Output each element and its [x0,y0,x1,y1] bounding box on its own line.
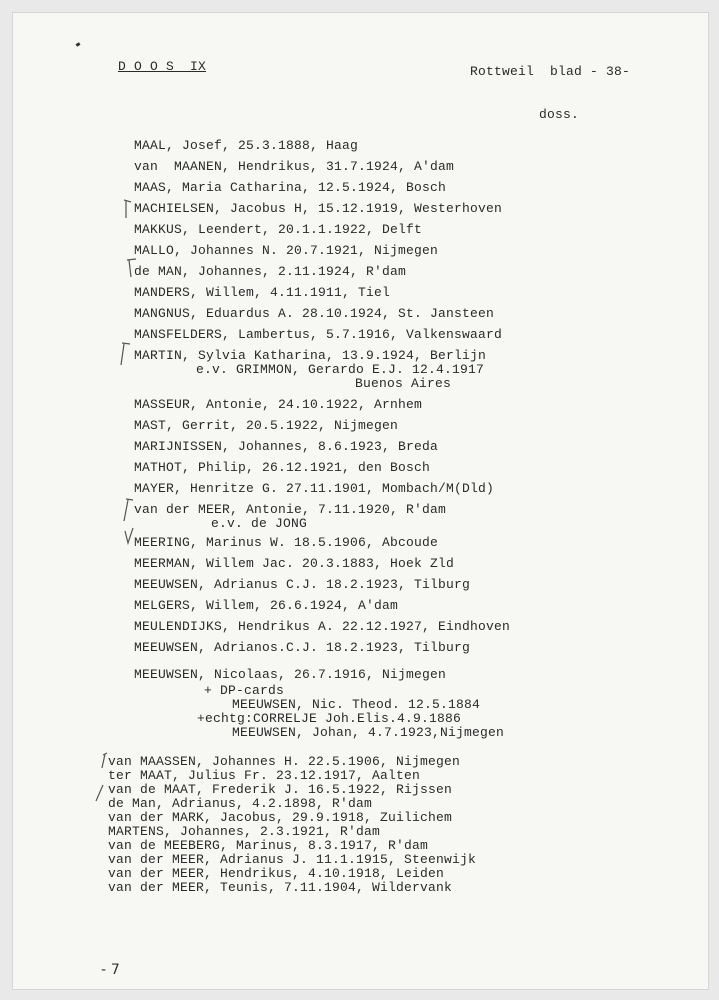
loose-entry: van MAASSEN, Johannes H. 22.5.1906, Nijmegen [108,754,461,769]
entry: MAST, Gerrit, 20.5.1922, Nijmegen [134,418,399,433]
entry: MARIJNISSEN, Johannes, 8.6.1923, Breda [134,439,439,454]
entry-sub: e.v. GRIMMON, Gerardo E.J. 12.4.1917 [196,362,485,377]
entry: van MAANEN, Hendrikus, 31.7.1924, A'dam [134,159,455,174]
tick-mark-icon [122,525,136,545]
entry: MEULENDIJKS, Hendrikus A. 22.12.1927, Eindhoven [134,619,511,634]
entry: MANGNUS, Eduardus A. 28.10.1924, St. Jansteen [134,306,495,321]
loose-entry: van der MARK, Jacobus, 29.9.1918, Zuilichem [108,810,453,825]
tick-mark-icon [119,341,133,367]
entry: de MAN, Johannes, 2.11.1924, R'dam [134,264,407,279]
entry: MAYER, Henritze G. 27.11.1901, Mombach/M(Dld) [134,481,495,496]
entry-sub: MEEUWSEN, Nic. Theod. 12.5.1884 [232,697,481,712]
tick-mark-icon [125,257,139,279]
page-reference: Rottweil blad - 38- [470,64,631,79]
entry-sub: Buenos Aires [355,376,452,391]
loose-entry: van der MEER, Adrianus J. 11.1.1915, Steenwijk [108,852,477,867]
loose-entry: MARTENS, Johannes, 2.3.1921, R'dam [108,824,381,839]
entry: MEEUWSEN, Adrianus C.J. 18.2.1923, Tilburg [134,577,471,592]
entry-sub: +echtg:CORRELJE Joh.Elis.4.9.1886 [197,711,462,726]
tick-mark-icon [122,497,136,523]
loose-entry: van de MEEBERG, Marinus, 8.3.1917, R'dam [108,838,429,853]
entry-sub: MEEUWSEN, Johan, 4.7.1923,Nijmegen [232,725,505,740]
page-number: - 7 [101,962,121,978]
tick-mark-icon [99,751,111,771]
loose-entry: van der MEER, Teunis, 7.11.1904, Wildervank [108,880,453,895]
entry: MEEUWSEN, Nicolaas, 26.7.1916, Nijmegen [134,667,447,682]
entry-sub: + DP-cards [204,683,285,698]
entry: MEEUWSEN, Adrianos.C.J. 18.2.1923, Tilburg [134,640,471,655]
document-page [12,12,709,990]
entry: MARTIN, Sylvia Katharina, 13.9.1924, Berlijn [134,348,487,363]
tick-mark-icon [93,783,107,803]
entry: MAAL, Josef, 25.3.1888, Haag [134,138,359,153]
ink-dot [76,42,81,47]
loose-entry: de Man, Adrianus, 4.2.1898, R'dam [108,796,373,811]
loose-entry: van der MEER, Hendrikus, 4.10.1918, Leiden [108,866,445,881]
loose-entry: ter MAAT, Julius Fr. 23.12.1917, Aalten [108,768,421,783]
entry: MELGERS, Willem, 26.6.1924, A'dam [134,598,399,613]
tick-mark-icon [121,198,135,220]
entry: MACHIELSEN, Jacobus H, 15.12.1919, Westerhoven [134,201,503,216]
entry: MAAS, Maria Catharina, 12.5.1924, Bosch [134,180,447,195]
entry: MATHOT, Philip, 26.12.1921, den Bosch [134,460,431,475]
loose-entry: van de MAAT, Frederik J. 16.5.1922, Rijssen [108,782,453,797]
box-label: D O O S IX [118,59,207,74]
entry: MEERMAN, Willem Jac. 20.3.1883, Hoek Zld [134,556,455,571]
entry: van der MEER, Antonie, 7.11.1920, R'dam [134,502,447,517]
doss-label: doss. [539,107,580,122]
entry-sub: e.v. de JONG [211,516,308,531]
entry: MANSFELDERS, Lambertus, 5.7.1916, Valkenswaard [134,327,503,342]
entry: MEERING, Marinus W. 18.5.1906, Abcoude [134,535,439,550]
entry: MAKKUS, Leendert, 20.1.1.1922, Delft [134,222,423,237]
entry: MANDERS, Willem, 4.11.1911, Tiel [134,285,391,300]
entry: MASSEUR, Antonie, 24.10.1922, Arnhem [134,397,423,412]
entry: MALLO, Johannes N. 20.7.1921, Nijmegen [134,243,439,258]
